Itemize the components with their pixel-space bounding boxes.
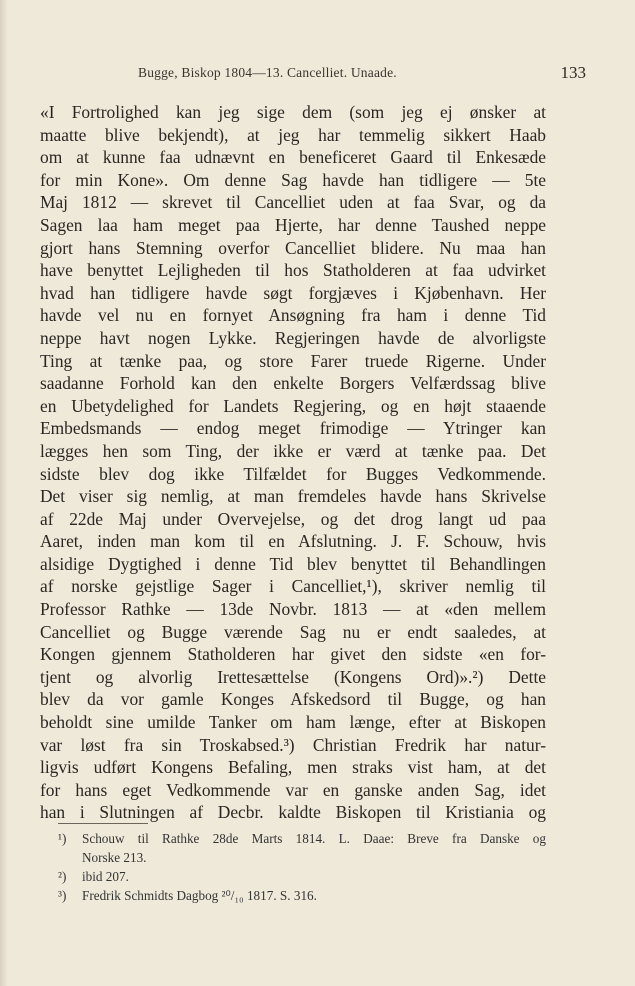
body-line: for min Kone». Om denne Sag havde han tidligere — 5te — [40, 169, 546, 190]
body-text — [40, 101, 546, 824]
body-line: Professor Rathke — 13de Novbr. 1813 — at «den mellem — [40, 599, 546, 620]
body-line: neppe havt nogen Lykke. Regjeringen havde de alvorligste — [40, 327, 546, 348]
body-line: saadanne Forhold kan den enkelte Borgers Velfærdssag blive — [40, 373, 546, 394]
body-line: om at kunne faa udnævnt en beneficeret Gaard til Enkesæde — [40, 147, 546, 168]
page-header — [40, 62, 588, 86]
body-line: en Ubetydelighed for Landets Regjering, og en højt staaende — [40, 395, 546, 416]
body-line: maatte blive bekjendt), at jeg har temmelig sikkert Haab — [40, 124, 546, 145]
body-line: ligvis udført Kongens Befaling, men straks vist ham, at det — [40, 757, 546, 778]
body-line: Maj 1812 — skrevet til Cancelliet uden at faa Svar, og da — [40, 192, 546, 213]
body-line: Embedsmands — endog meget frimodige — Ytringer kan — [40, 418, 546, 439]
footnote — [58, 886, 546, 905]
footnotes — [58, 829, 546, 905]
running-title: Bugge, Biskop 1804—13. Cancelliet. Unaade. — [138, 65, 397, 80]
footnote-mark: ³) — [58, 888, 67, 903]
body-line: alsidige Dygtighed i denne Tid blev benyttet til Behandlingen — [40, 553, 546, 574]
footnote-rule — [58, 823, 148, 824]
footnote — [58, 829, 546, 848]
body-line: Det viser sig nemlig, at man fremdeles havde hans Skrivelse — [40, 486, 546, 507]
footnote-mark: ¹) — [58, 831, 67, 846]
footnote — [58, 867, 546, 886]
body-line: var løst fra sin Troskabsed.³) Christian Fredrik har natur- — [40, 734, 546, 755]
body-line: havde vel nu en fornyet Ansøgning fra ham i denne Tid — [40, 305, 546, 326]
body-line: beholdt sine umilde Tanker om ham længe, efter at Biskopen — [40, 712, 546, 733]
body-line: blev da vor gamle Konges Afskedsord til Bugge, og han — [40, 689, 546, 710]
body-line: af 22de Maj under Overvejelse, og det drog langt ud paa — [40, 508, 546, 529]
body-line: Ting at tænke paa, og store Farer truede Rigerne. Under — [40, 350, 546, 371]
body-line: hvad han tidligere havde søgt forgjæves i Kjøbenhavn. Her — [40, 282, 546, 303]
footnote-text: ibid 207. — [82, 869, 129, 884]
body-line: af norske gejstlige Sager i Cancelliet,¹), skriver nemlig til — [40, 576, 546, 597]
body-line: lægges hen som Ting, der ikke er værd at tænke paa. Det — [40, 440, 546, 461]
body-line: sidste blev dog ikke Tilfældet for Bugges Vedkommende. — [40, 463, 546, 484]
footnote-mark: ²) — [58, 869, 67, 884]
body-line: «I Fortrolighed kan jeg sige dem (som jeg ej ønsker at — [40, 102, 546, 122]
body-line: gjort hans Stemning overfor Cancelliet blidere. Nu maa han — [40, 237, 546, 258]
page-gutter-shadow — [0, 0, 8, 986]
footnote-text: Fredrik Schmidts Dagbog ²⁰/₁₀ 1817. S. 316. — [82, 888, 317, 903]
body-line: Aaret, inden man kom til en Afslutning. J. F. Schouw, hvis — [40, 531, 546, 552]
page-number: 133 — [560, 63, 586, 82]
body-line: for hans eget Vedkommende var en ganske anden Sag, idet — [40, 779, 546, 800]
body-line: Kongen gjennem Statholderen har givet den sidste «en for- — [40, 644, 546, 665]
body-line: tjent og alvorlig Irettesættelse (Kongens Ord)».²) Dette — [40, 666, 546, 687]
footnote-continuation: Norske 213. — [82, 850, 147, 865]
footnote-text: Schouw til Rathke 28de Marts 1814. L. Daae: Breve fra Danske og — [82, 831, 546, 846]
body-line: han i Slutningen af Decbr. kaldte Biskopen til Kristiania og — [40, 802, 546, 823]
body-line: have benyttet Lejligheden til hos Statholderen at faa udvirket — [40, 260, 546, 281]
body-line: Cancelliet og Bugge værende Sag nu er endt saaledes, at — [40, 621, 546, 642]
body-line: Sagen laa ham meget paa Hjerte, har denne Taushed neppe — [40, 214, 546, 235]
